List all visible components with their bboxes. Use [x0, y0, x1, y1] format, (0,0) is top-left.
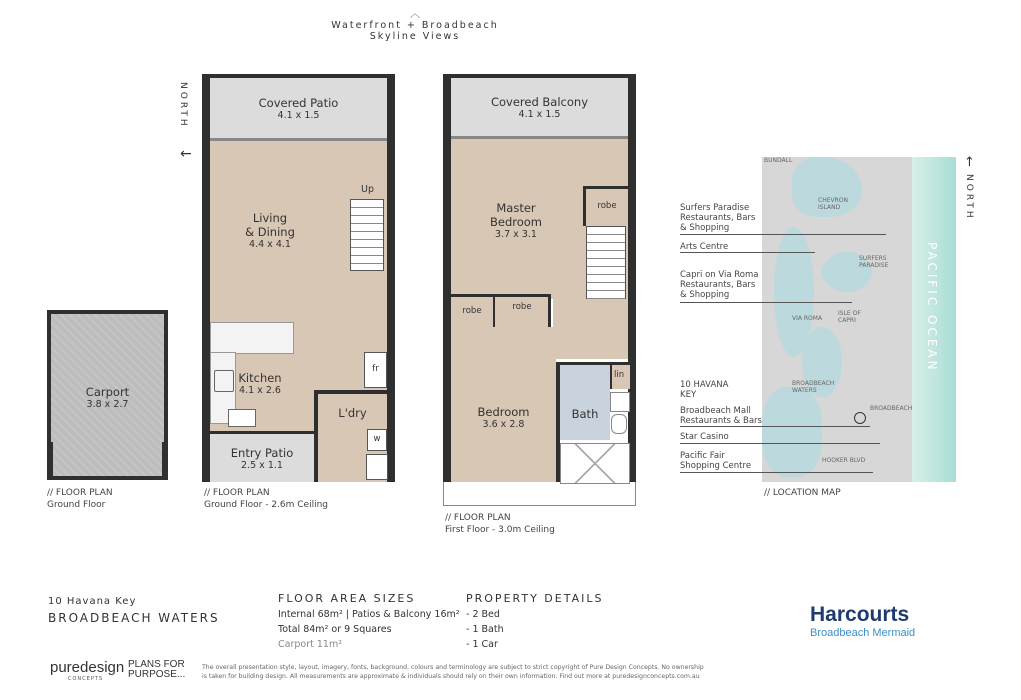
disclaimer: [202, 663, 982, 681]
washer: w: [367, 429, 387, 451]
address-line: 10 Havana Key: [48, 596, 137, 607]
stairs-up: [350, 199, 384, 271]
robe-master: robe: [586, 189, 628, 223]
shower: [560, 443, 630, 484]
area-line-3: Carport 11m²: [278, 639, 343, 650]
sink-icon: [228, 409, 256, 427]
header-line1: Waterfront + Broadbeach: [331, 20, 499, 31]
first-floor-plan: [443, 74, 636, 482]
view-header: [300, 10, 530, 42]
carport-caption: // FLOOR PLAN Ground Floor: [47, 488, 113, 510]
detail-bath: - 1 Bath: [466, 624, 504, 635]
address-block: [48, 594, 220, 625]
location-map: [762, 157, 956, 482]
covered-balcony: Covered Balcony 4.1 x 1.5: [451, 78, 628, 136]
carport-plan: [47, 310, 168, 480]
map-north-arrow-icon: ↑: [964, 155, 975, 170]
map-street-label: ISLE OF CAPRI: [838, 310, 861, 324]
plans-for-purpose-logo: PLANS FOR PURPOSE...: [128, 659, 186, 680]
carport-dim: 3.8 x 2.7: [86, 399, 129, 410]
property-label: 10 HAVANA KEY: [680, 380, 729, 400]
living-dining: Living & Dining 4.4 x 4.1: [210, 141, 387, 323]
map-leader-line: [680, 302, 852, 303]
linen: lin: [610, 365, 630, 389]
property-details: [466, 592, 603, 652]
map-leader-line: [680, 252, 815, 253]
laundry-tub: [366, 454, 388, 480]
map-street-label: SURFERS PARADISE: [859, 255, 889, 269]
area-line-2: Total 84m² or 9 Squares: [278, 624, 392, 635]
map-street-label: VIA ROMA: [792, 315, 823, 322]
map-label-capri: Capri on Via Roma Restaurants, Bars & Shopping: [680, 270, 759, 300]
arrow-left-icon: ←: [180, 146, 192, 162]
property-marker-icon: [854, 412, 866, 424]
map-caption: // LOCATION MAP: [764, 488, 841, 498]
puredesign-logo: puredesign CONCEPTS: [50, 659, 125, 682]
bathroom: Bath: [560, 365, 610, 440]
map-leader-line: [680, 426, 870, 427]
robe-bedroom-right: robe: [495, 297, 549, 327]
chevron-up-icon: ︿: [410, 9, 420, 20]
detail-bed: - 2 Bed: [466, 609, 500, 620]
property-details-heading: PROPERTY DETAILS: [466, 592, 604, 605]
stairs-up-label: Up: [361, 184, 374, 195]
header-line2: Skyline Views: [369, 31, 461, 42]
carport-name: Carport: [85, 385, 130, 399]
hallway: [553, 299, 628, 359]
map-street-label: BROADBEACH WATERS: [792, 380, 835, 394]
ground-floor-caption: // FLOOR PLAN Ground Floor - 2.6m Ceiling: [204, 488, 329, 510]
map-label-arts: Arts Centre: [680, 242, 729, 252]
stairs-down: [586, 226, 626, 300]
covered-patio: Covered Patio 4.1 x 1.5: [210, 78, 387, 138]
ground-floor-plan: [202, 74, 395, 482]
map-street-label: BUNDALL: [764, 157, 793, 164]
suburb: BROADBEACH WATERS: [48, 611, 220, 625]
first-floor-caption: // FLOOR PLAN First Floor - 3.0m Ceiling: [445, 513, 555, 535]
fridge: fr: [364, 352, 387, 388]
map-label-surfers: Surfers Paradise Restaurants, Bars & Shopping: [680, 203, 756, 233]
map-leader-line: [680, 443, 880, 444]
map-leader-line: [680, 234, 886, 235]
area-sizes: [278, 592, 460, 652]
entry-patio: Entry Patio 2.5 x 1.1: [210, 434, 314, 482]
harcourts-logo: Harcourts Broadbeach Mermaid: [810, 603, 916, 639]
disclaimer-line-1: The overall presentation style, layout, imagery, fonts, background, colours and terminology are subject to strict copyright of Pure Design Concepts. No ownership: [202, 664, 704, 671]
bedroom: Bedroom 3.6 x 2.8: [451, 327, 556, 482]
map-street-label: HOOKER BLVD: [822, 457, 866, 464]
area-sizes-heading: FLOOR AREA SIZES: [278, 592, 416, 605]
master-bedroom: Master Bedroom 3.7 x 3.1: [451, 139, 628, 299]
map-street-label: BROADBEACH: [870, 405, 913, 412]
map-leader-line: [680, 472, 873, 473]
disclaimer-line-2: is taken for building design. All measurements are approximate & individuals should rely on their own information. Find out more at puredesignconcepts.com.au: [202, 673, 700, 680]
area-line-1: Internal 68m² | Patios & Balcony 16m²: [278, 609, 460, 620]
first-floor-void: [443, 482, 636, 506]
robe-bedroom-left: robe: [451, 297, 493, 327]
toilet: [611, 414, 627, 434]
cooktop-icon: [214, 370, 234, 392]
detail-car: - 1 Car: [466, 639, 498, 650]
carport-post-left: [47, 442, 53, 480]
map-label-broadbeach: Broadbeach Mall Restaurants & Bars: [680, 406, 762, 426]
map-label-casino: Star Casino: [680, 432, 729, 442]
north-label-left: NORTH: [178, 82, 188, 129]
map-label-pacific-fair: Pacific Fair Shopping Centre: [680, 451, 752, 471]
map-north-label: NORTH: [964, 174, 974, 221]
map-street-label: CHEVRON ISLAND: [818, 197, 848, 211]
laundry: L'dry: [318, 394, 387, 482]
carport-post-right: [162, 442, 168, 480]
vanity: [610, 392, 630, 412]
kitchen-island: [210, 322, 294, 354]
kitchen: Kitchen 4.1 x 2.6: [210, 323, 387, 433]
ocean-label: PACIFIC OCEAN: [925, 242, 939, 373]
